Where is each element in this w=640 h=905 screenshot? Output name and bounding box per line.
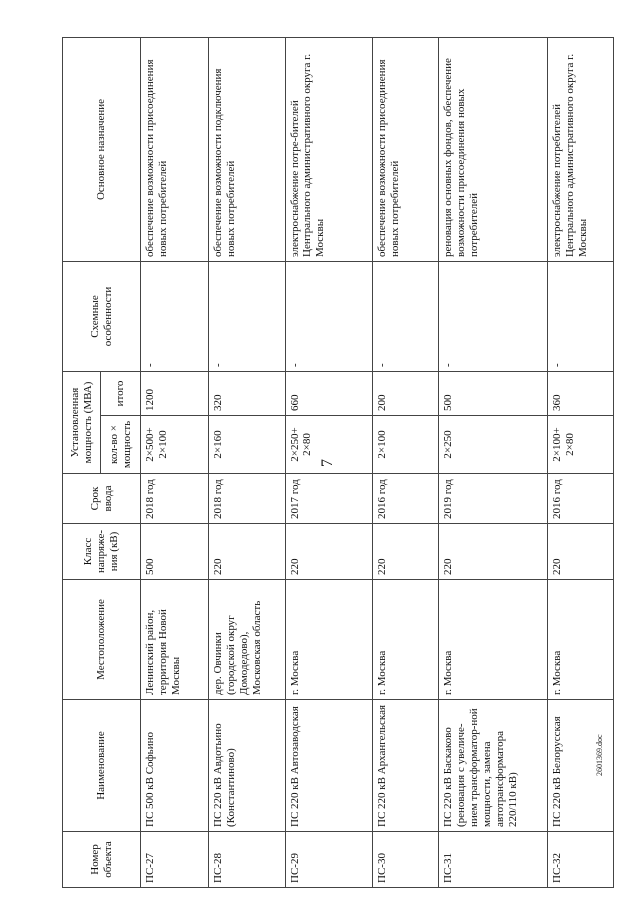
cell-number: ПС-30 xyxy=(373,832,439,888)
header-capacity-total: итого xyxy=(101,371,141,415)
cell-location: г. Москва xyxy=(285,580,373,700)
cell-purpose: реновация основных фондов, обеспечение возможности присоединения новых потребителей xyxy=(438,37,547,261)
cell-capacity-detail: 2×250+ 2×80 xyxy=(285,416,373,474)
cell-purpose: электроснабжение потребителей Центрального административного округа г. Москвы xyxy=(548,37,614,261)
page-number: 7 xyxy=(319,459,336,467)
cell-voltage: 220 xyxy=(208,524,285,580)
cell-capacity-total: 500 xyxy=(438,371,547,415)
cell-number: ПС-31 xyxy=(438,832,547,888)
cell-name: ПС 220 кВ Автозаводская xyxy=(285,700,373,832)
cell-features: - xyxy=(548,261,614,371)
cell-year: 2016 год xyxy=(548,474,614,524)
cell-voltage: 220 xyxy=(548,524,614,580)
cell-capacity-total: 660 xyxy=(285,371,373,415)
cell-purpose: обеспечение возможности присоединения новых потребителей xyxy=(373,37,439,261)
document-code: 2601369.doc xyxy=(595,734,604,776)
cell-name: ПС 500 кВ Софьино xyxy=(141,700,209,832)
cell-location: Ленинский район, территория Новой Москвы xyxy=(141,580,209,700)
cell-number: ПС-29 xyxy=(285,832,373,888)
cell-number: ПС-28 xyxy=(208,832,285,888)
cell-features: - xyxy=(285,261,373,371)
cell-capacity-detail: 2×250 xyxy=(438,416,547,474)
cell-purpose: электроснабжение потре-бителей Центрального административного округа г. Москвы xyxy=(285,37,373,261)
header-capacity-group: Установленная мощность (МВА) xyxy=(63,371,101,473)
cell-capacity-total: 320 xyxy=(208,371,285,415)
cell-name: ПС 220 кВ Архангельская xyxy=(373,700,439,832)
cell-capacity-detail: 2×160 xyxy=(208,416,285,474)
cell-capacity-detail: 2×500+ 2×100 xyxy=(141,416,209,474)
header-purpose: Основное назначение xyxy=(63,37,141,261)
table-row xyxy=(285,37,373,887)
header-features: Схемные особенности xyxy=(63,261,141,371)
cell-capacity-detail: 2×100+ 2×80 xyxy=(548,416,614,474)
header-name: Наименование xyxy=(63,700,141,832)
cell-capacity-total: 200 xyxy=(373,371,439,415)
cell-features: - xyxy=(438,261,547,371)
cell-voltage: 220 xyxy=(373,524,439,580)
cell-year: 2018 год xyxy=(141,474,209,524)
table-row xyxy=(208,37,285,887)
header-capacity-detail: кол-во × мощность xyxy=(101,416,141,474)
header-location: Местоположение xyxy=(63,580,141,700)
header-year: Срок ввода xyxy=(63,474,141,524)
table-row xyxy=(438,37,547,887)
cell-name: ПС 220 кВ Авдотьино (Константиново) xyxy=(208,700,285,832)
cell-capacity-total: 360 xyxy=(548,371,614,415)
cell-voltage: 500 xyxy=(141,524,209,580)
cell-location: г. Москва xyxy=(438,580,547,700)
cell-capacity-total: 1200 xyxy=(141,371,209,415)
cell-year: 2019 год xyxy=(438,474,547,524)
cell-voltage: 220 xyxy=(438,524,547,580)
cell-name: ПС 220 кВ Белорусская xyxy=(548,700,614,832)
cell-number: ПС-32 xyxy=(548,832,614,888)
cell-purpose: обеспечение возможности присоединения новых потребителей xyxy=(141,37,209,261)
cell-features: - xyxy=(373,261,439,371)
cell-voltage: 220 xyxy=(285,524,373,580)
cell-purpose: обеспечение возможности подключения новых потребителей xyxy=(208,37,285,261)
cell-year: 2017 год xyxy=(285,474,373,524)
cell-capacity-detail: 2×100 xyxy=(373,416,439,474)
cell-name: ПС 220 кВ Баскаково (реновация с увеличе-нием трансформатор-ной мощности, замена автотрансформатора 220/110 кВ) xyxy=(438,700,547,832)
cell-year: 2016 год xyxy=(373,474,439,524)
cell-number: ПС-27 xyxy=(141,832,209,888)
cell-features: - xyxy=(208,261,285,371)
substations-table xyxy=(62,37,614,888)
cell-year: 2018 год xyxy=(208,474,285,524)
header-number: Номер объекта xyxy=(63,832,141,888)
table-row xyxy=(373,37,439,887)
header-voltage: Класс напряже-ния (кВ) xyxy=(63,524,141,580)
cell-location: дер. Овчинки (городской округ Домодедово), Московская область xyxy=(208,580,285,700)
substations-table-wrapper xyxy=(62,38,614,888)
table-row xyxy=(141,37,209,887)
cell-features: - xyxy=(141,261,209,371)
cell-location: г. Москва xyxy=(548,580,614,700)
cell-location: г. Москва xyxy=(373,580,439,700)
